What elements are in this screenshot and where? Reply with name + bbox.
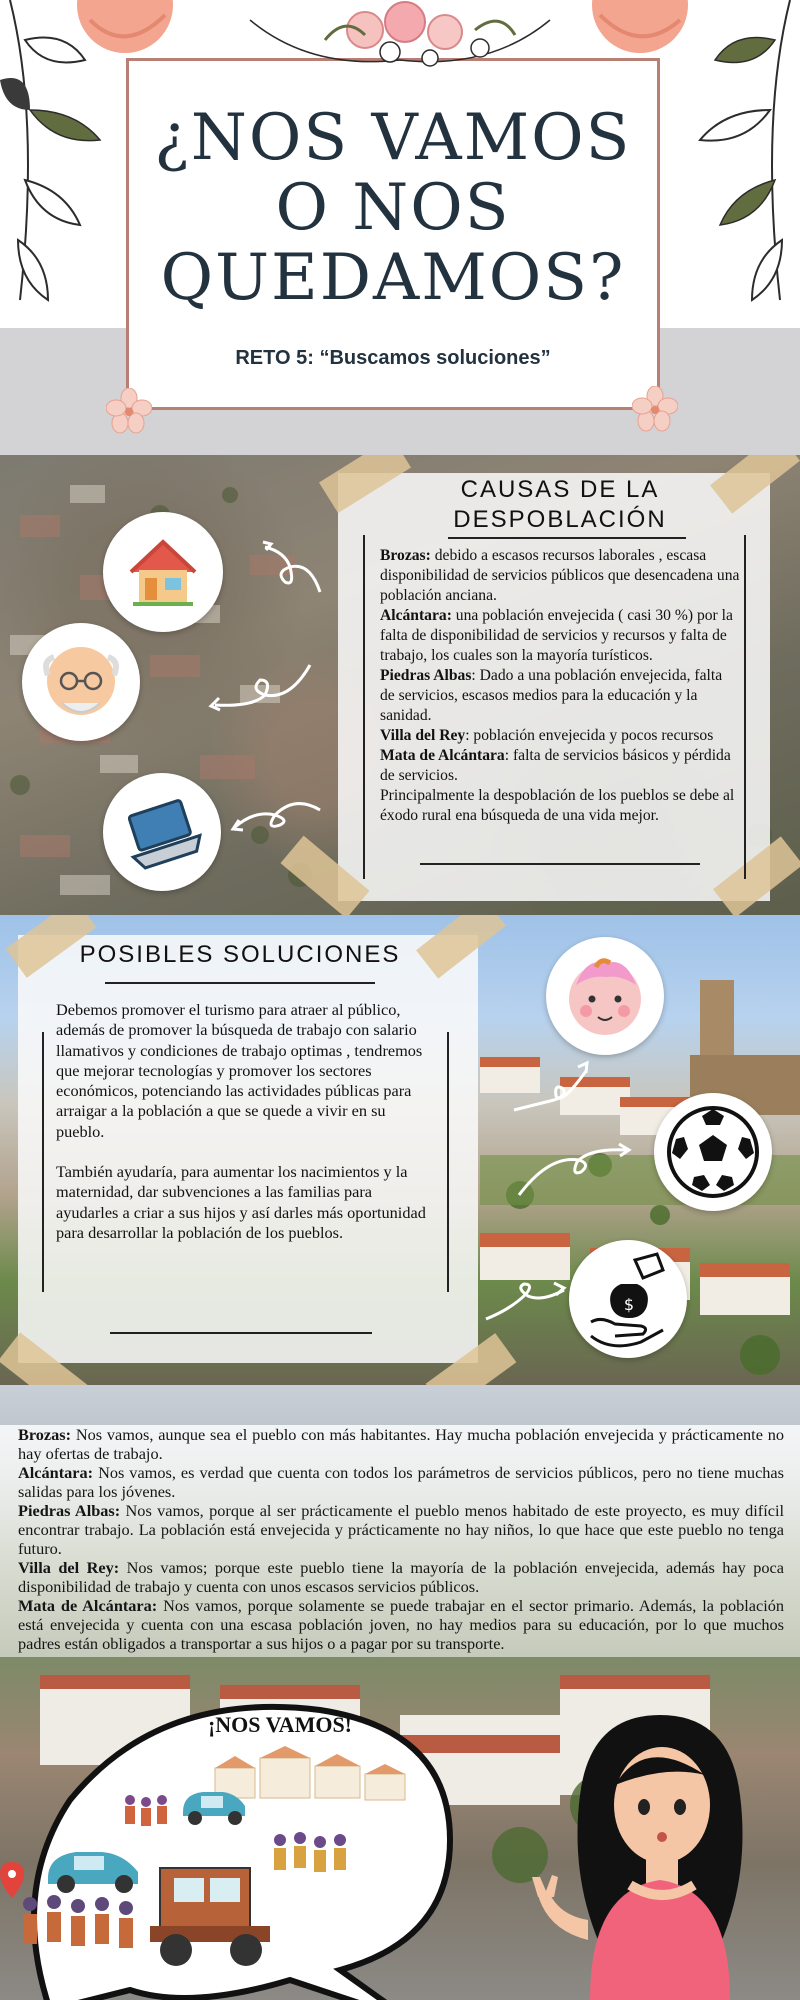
house-icon-circle [103,512,223,632]
grandfather-icon-circle [22,623,140,741]
svg-text:$: $ [623,1295,635,1314]
curly-arrow-icon [515,1140,635,1200]
vamos-item [18,1501,784,1558]
causa-item [380,546,740,606]
soluciones-bottom-rule [110,1332,372,1334]
money-hand-icon-circle [569,1240,687,1358]
causa-text: debido a escasos recursos laborales , escasa disponibilidad de servicios públicos que desencadena una población anciana. [380,547,740,604]
vamos-text: Nos vamos, porque al ser prácticamente el pueblo menos habitado de este proyecto, es muy difícil encontrar trabajo. La población está envejecida y prácticamente no hay niños, lo que hace que este pueblo no tenga futuro. [18,1501,784,1558]
causa-item [380,746,740,786]
money-hand-icon [569,1240,687,1358]
vamos-text: Nos vamos, es verdad que cuenta con todos los parámetros de servicios públicos, pero no tiene muchas salidas para los jóvenes. [18,1463,784,1501]
causa-item [380,666,740,726]
woman-character-icon [520,1705,800,2000]
nos-vamos-text [18,1425,784,1653]
title-card [126,58,660,410]
causas-section-photo [0,455,800,915]
place-name: Alcántara: [380,607,452,624]
leaves-branch-icon [0,0,130,320]
crowd-icon [120,1790,180,1830]
nos-vamos-bubble-title: ¡NOS VAMOS! [207,1712,353,1737]
crowd-icon [18,1890,148,1960]
causas-bottom-rule [420,863,700,865]
curly-arrow-icon [512,1055,592,1115]
place-name: Villa del Rey: [18,1558,120,1577]
place-name: Villa del Rey [380,727,466,744]
leaves-branch-icon [670,0,800,320]
curly-arrow-icon [255,537,325,597]
vamos-item [18,1425,784,1463]
causa-item [380,606,740,666]
causas-conclusion: Principalmente la despoblación de los pueblos se debe al éxodo rural ena búsqueda de una vida mejor. [380,787,735,824]
place-name: Piedras Albas [380,667,472,684]
causas-title-underline [448,537,686,539]
vamos-item [18,1596,784,1653]
header [0,0,800,455]
curly-arrow-icon [225,795,325,840]
soluciones-title-underline [105,982,375,984]
place-name: Brozas: [380,547,431,564]
soluciones-border-left [42,1032,44,1292]
soluciones-border-right [447,1032,449,1292]
curly-arrow-icon [205,660,315,715]
vamos-item [18,1463,784,1501]
causa-text: : Dado a una población envejecida, falta de servicios, escasos medios para la educación y la sanidad. [380,667,723,724]
baby-icon [546,937,664,1055]
grandfather-icon [22,623,140,741]
laptop-icon [103,773,221,891]
laptop-icon-circle [103,773,221,891]
map-pin-icon [0,1862,24,1898]
causa-item [380,726,740,746]
house-icon [103,512,223,632]
place-name: Mata de Alcántara: [18,1596,158,1615]
blue-car-icon [175,1780,255,1830]
soluciones-title: POSIBLES SOLUCIONES [79,941,401,968]
curly-arrow-icon [482,1275,572,1325]
soluciones-paragraph-1: Debemos promover el turismo para atraer al público, además de promover la búsqueda de trabajo con salario llamativos y condiciones de trabajo optimas , tendremos que mejorar tecnologías y promover los sectores económicos, potenciando las actividades públicas para arraigar a la población a que se quede a vivir en su pueblo. [56,1000,423,1141]
vamos-item [18,1558,784,1596]
page-title: ¿NOS VAMOS O NOS QUEDAMOS? [154,101,632,315]
causas-border-right [744,535,746,879]
vamos-text: Nos vamos, aunque sea el pueblo con más habitantes. Hay mucha población envejecida y prácticamente no hay ofertas de trabajo. [18,1425,784,1463]
blue-car-icon [40,1838,150,1898]
causa-text: : falta de servicios básicos y pérdida de servicios. [380,747,731,784]
causas-border-left [363,535,365,879]
small-flower-icon [106,388,152,434]
causas-text [380,546,740,826]
place-name: Alcántara: [18,1463,94,1482]
causa-text: una población envejecida ( casi 30 %) por la falta de disponibilidad de servicios y recursos y falta de trabajo, los cuales son la mayoría turísticos. [380,607,733,664]
soluciones-section-photo [0,915,800,1385]
crowd-icon [270,1828,360,1878]
place-name: Mata de Alcántara [380,747,505,764]
soccer-ball-icon-circle [654,1093,772,1211]
small-flower-icon [632,386,678,432]
causas-title: CAUSAS DE LA DESPOBLACIÓN [453,476,667,533]
baby-icon-circle [546,937,664,1055]
place-name: Brozas: [18,1425,72,1444]
soluciones-paragraph-2: También ayudaría, para aumentar los nacimientos y la maternidad, dar subvenciones a las familias para ayudarles a criar a sus hijos y así darles más oportunidad para desarrollar la población de los pueblos. [56,1162,426,1242]
causa-text: : población envejecida y pocos recursos [465,727,714,744]
orange-truck-icon [140,1858,280,1973]
vamos-text: Nos vamos, porque solamente se puede trabajar en el sector primario. Además, la población está envejecida y cuenta con una escasa población joven, no hay medios para su educación, por lo que muchos padres están obligados a transportar a sus hijos o a pagar por su transporte. [18,1596,785,1653]
place-name: Piedras Albas: [18,1501,121,1520]
soccer-ball-icon [654,1093,772,1211]
flower-bouquet-icon [230,0,570,95]
vamos-text: Nos vamos; porque este pueblo tiene la mayoría de la población envejecida, además hay poca disponibilidad de trabajo y cuenta con unos escasos servicios públicos. [18,1558,784,1596]
page-subtitle: RETO 5: “Buscamos soluciones” [235,347,551,369]
soluciones-text [56,1000,426,1243]
